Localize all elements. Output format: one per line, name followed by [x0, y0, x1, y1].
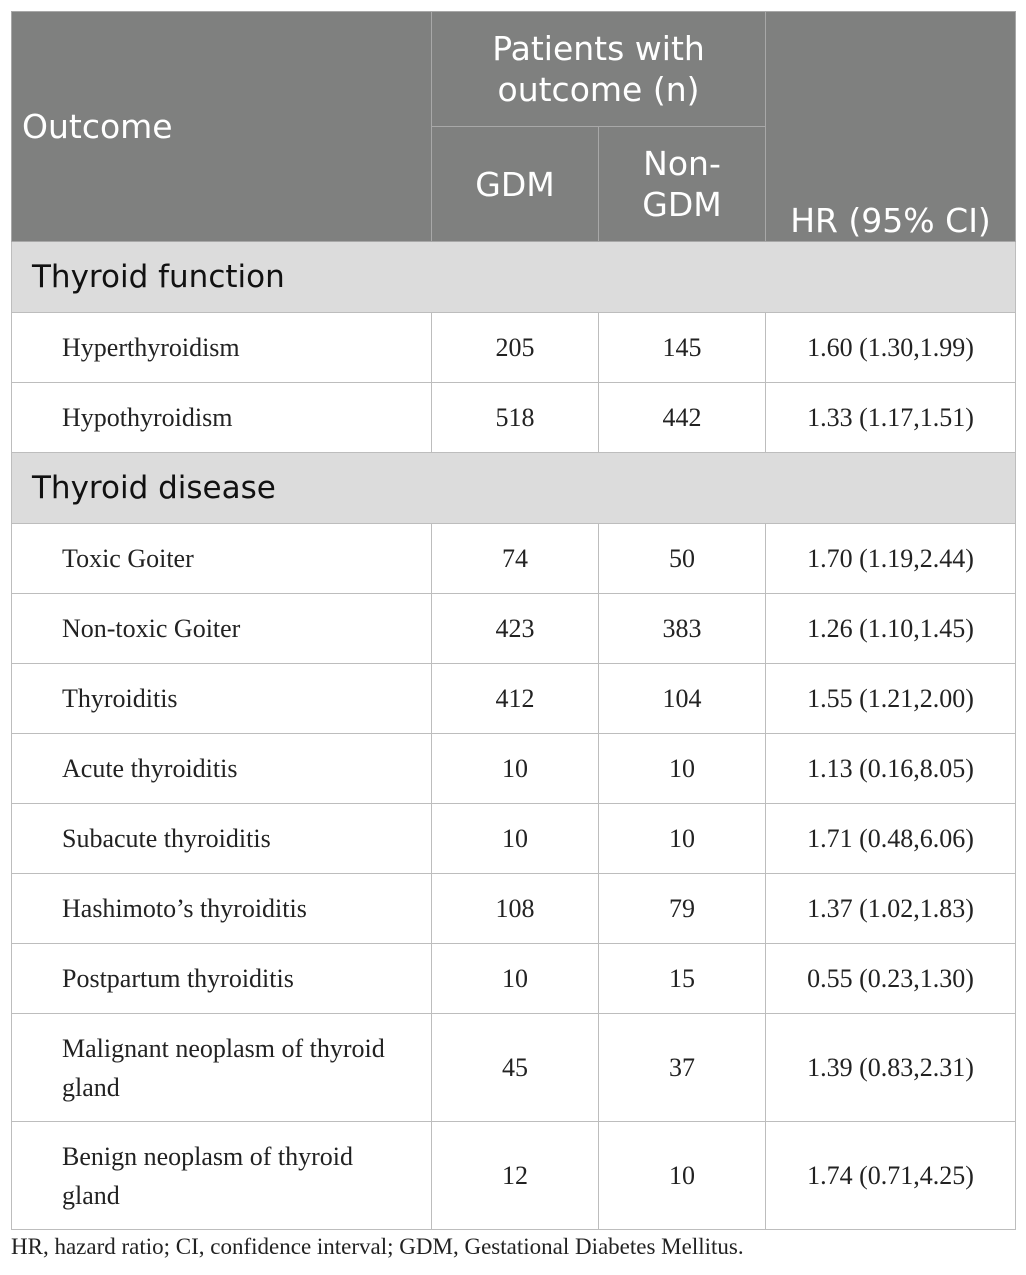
table-row	[12, 804, 1016, 874]
header-patients-with-outcome: Patients with outcome (n)	[432, 12, 766, 127]
non-gdm-cell: 10	[599, 804, 766, 874]
outcome-cell: Thyroiditis	[12, 664, 432, 734]
outcome-cell: Hyperthyroidism	[12, 313, 432, 383]
hr-cell: 1.26 (1.10,1.45)	[766, 594, 1016, 664]
hr-cell: 0.55 (0.23,1.30)	[766, 944, 1016, 1014]
table-row	[12, 664, 1016, 734]
outcome-cell: Malignant neoplasm of thyroid gland	[12, 1014, 432, 1122]
outcome-cell: Hypothyroidism	[12, 383, 432, 453]
outcome-cell: Subacute thyroiditis	[12, 804, 432, 874]
non-gdm-cell: 50	[599, 524, 766, 594]
table-row	[12, 383, 1016, 453]
table-row	[12, 313, 1016, 383]
hr-cell: 1.70 (1.19,2.44)	[766, 524, 1016, 594]
section-title: Thyroid function	[12, 242, 1016, 313]
hr-cell: 1.60 (1.30,1.99)	[766, 313, 1016, 383]
hr-cell: 1.74 (0.71,4.25)	[766, 1122, 1016, 1230]
gdm-cell: 74	[432, 524, 599, 594]
gdm-cell: 412	[432, 664, 599, 734]
hr-cell: 1.37 (1.02,1.83)	[766, 874, 1016, 944]
outcome-cell: Postpartum thyroiditis	[12, 944, 432, 1014]
gdm-cell: 12	[432, 1122, 599, 1230]
table-row	[12, 594, 1016, 664]
table-row	[12, 524, 1016, 594]
table-row	[12, 1014, 1016, 1122]
header-hr: HR (95% CI)	[766, 12, 1016, 242]
table-body	[12, 242, 1016, 1230]
non-gdm-cell: 79	[599, 874, 766, 944]
gdm-cell: 518	[432, 383, 599, 453]
hr-cell: 1.39 (0.83,2.31)	[766, 1014, 1016, 1122]
gdm-cell: 423	[432, 594, 599, 664]
non-gdm-cell: 383	[599, 594, 766, 664]
outcome-cell: Benign neoplasm of thyroid gland	[12, 1122, 432, 1230]
table-header	[12, 12, 1016, 242]
non-gdm-cell: 10	[599, 1122, 766, 1230]
table-row	[12, 734, 1016, 804]
hr-cell: 1.71 (0.48,6.06)	[766, 804, 1016, 874]
non-gdm-cell: 37	[599, 1014, 766, 1122]
section-title: Thyroid disease	[12, 453, 1016, 524]
section-row	[12, 453, 1016, 524]
non-gdm-cell: 104	[599, 664, 766, 734]
outcome-cell: Hashimoto’s thyroiditis	[12, 874, 432, 944]
hr-cell: 1.33 (1.17,1.51)	[766, 383, 1016, 453]
table-row	[12, 1122, 1016, 1230]
gdm-cell: 205	[432, 313, 599, 383]
non-gdm-cell: 442	[599, 383, 766, 453]
header-non-gdm: Non-GDM	[599, 127, 766, 242]
gdm-cell: 10	[432, 734, 599, 804]
gdm-cell: 108	[432, 874, 599, 944]
hr-cell: 1.13 (0.16,8.05)	[766, 734, 1016, 804]
gdm-cell: 10	[432, 804, 599, 874]
header-gdm: GDM	[432, 127, 599, 242]
section-row	[12, 242, 1016, 313]
gdm-cell: 45	[432, 1014, 599, 1122]
outcome-cell: Acute thyroiditis	[12, 734, 432, 804]
header-outcome: Outcome	[12, 12, 432, 242]
non-gdm-cell: 10	[599, 734, 766, 804]
table-footnote: HR, hazard ratio; CI, confidence interval; GDM, Gestational Diabetes Mellitus.	[11, 1234, 744, 1259]
non-gdm-cell: 145	[599, 313, 766, 383]
results-table	[11, 11, 1016, 1230]
non-gdm-cell: 15	[599, 944, 766, 1014]
hr-cell: 1.55 (1.21,2.00)	[766, 664, 1016, 734]
table-row	[12, 944, 1016, 1014]
gdm-cell: 10	[432, 944, 599, 1014]
outcome-cell: Non-toxic Goiter	[12, 594, 432, 664]
outcome-cell: Toxic Goiter	[12, 524, 432, 594]
table-row	[12, 874, 1016, 944]
